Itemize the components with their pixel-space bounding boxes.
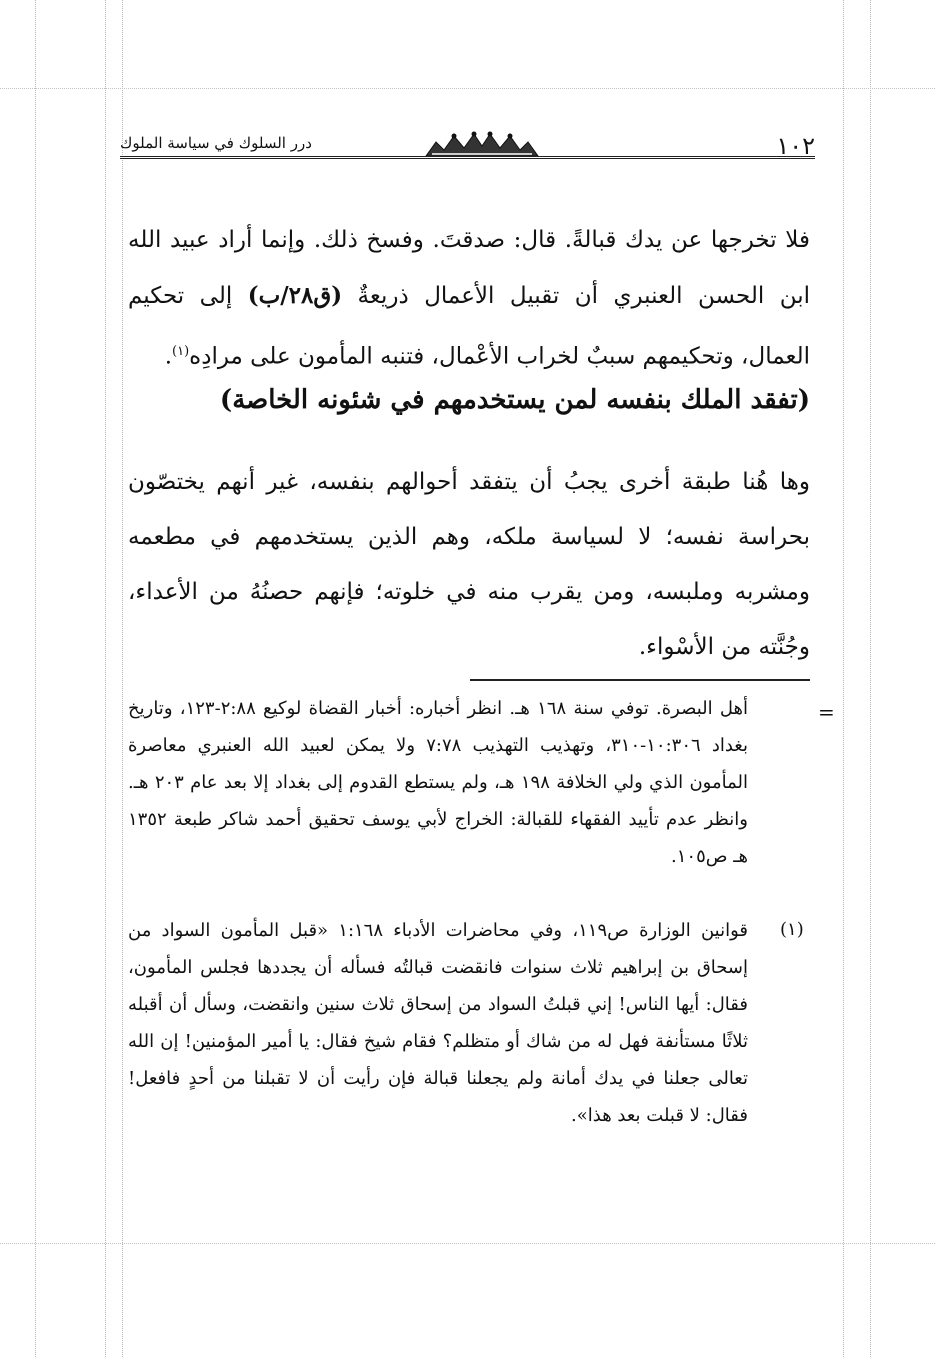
guide-line: [35, 0, 36, 1357]
footnote-1: قوانين الوزارة ص١١٩، وفي محاضرات الأدباء ١:١٦٨ «قبل المأمون السواد من إسحاق بن إبراهيم ثلاث سنوات فانقضت قبالتُه فسأله أن يجددها فجلس المأمون، فقال: أيها الناس! إني قبلتُ السواد من إسحاق ثلاث سنين وانقضت، وسأل أن أقبله ثلاثًا مستأنفة فهل له من شاك أو متظلم؟ فقام شيخ فقال: يا أمير المؤمنين! إن الله تعالى جعلنا في يدك أمانة ولم يجعلنا قبالة فإن رأيت أن لا تقبلنا من أحدٍ فافعل! فقال: لا قبلت بعد هذا».: [128, 920, 748, 1126]
footnote-1-number: (١): [780, 919, 804, 940]
guide-line: [105, 0, 106, 1357]
guide-line: [870, 0, 871, 1357]
header-rule: [120, 156, 815, 159]
section-heading: (تفقد الملك بنفسه لمن يستخدمهم في شئونه الخاصة): [219, 385, 810, 415]
book-title: درر السلوك في سياسة الملوك: [120, 134, 312, 152]
paragraph-1-text-b: إلى تحكيم العمال، وتحكيمهم سببٌ لخراب الأعْمال، فتنبه المأمون على مرادِه: [128, 283, 810, 370]
footnote-marker: (١): [172, 344, 190, 359]
paragraph-2: وها هُنا طبقة أخرى يجبُ أن يتفقد أحوالهم بنفسه، غير أنهم يختصّون بحراسة نفسه؛ لا لسياسة ملكه، وهم الذين يستخدمهم في مطعمه ومشربه وملبسه، ومن يقرب منه في خلوته؛ فإنهم حصنُهُ من الأعداء، وجُنَّته من الأسْواء.: [128, 469, 810, 660]
guide-line: [0, 1243, 935, 1244]
continuation-mark: =: [818, 700, 835, 724]
guide-line: [0, 88, 935, 89]
guide-line: [843, 0, 844, 1357]
footnote-continued: أهل البصرة. توفي سنة ١٦٨ هـ. انظر أخباره: أخبار القضاة لوكيع ٢:٨٨-١٢٣، وتاريخ بغداد ١٠:٣٠٦-٣١٠، وتهذيب التهذيب ٧:٧٨ ولا يمكن لعبيد الله العنبري معاصرة المأمون الذي ولي الخلافة ١٩٨ هـ، ولم يستطع القدوم إلى بغداد إلا بعد عام ٢٠٣ هـ. وانظر عدم تأييد الفقهاء للقبالة: الخراج لأبي يوسف تحقيق أحمد شاكر طبعة ١٣٥٢ هـ ص١٠٥.: [128, 698, 749, 867]
paragraph-1-text-a: فلا تخرجها عن يدك قبالةً. قال: صدقتَ. وفسخ ذلك. وإنما أراد عبيد الله ابن الحسن العنبري أن تقبيل الأعمال ذريعةٌ: [128, 227, 811, 309]
footnote-separator: [470, 679, 810, 681]
paragraph-1-end: .: [164, 343, 173, 370]
running-header: [120, 120, 815, 170]
page-number: ١٠٢: [776, 132, 815, 160]
paragraph-1: [128, 213, 810, 385]
guide-line: [122, 0, 123, 1357]
manuscript-reference: (ق٢٨/ب): [247, 282, 343, 309]
